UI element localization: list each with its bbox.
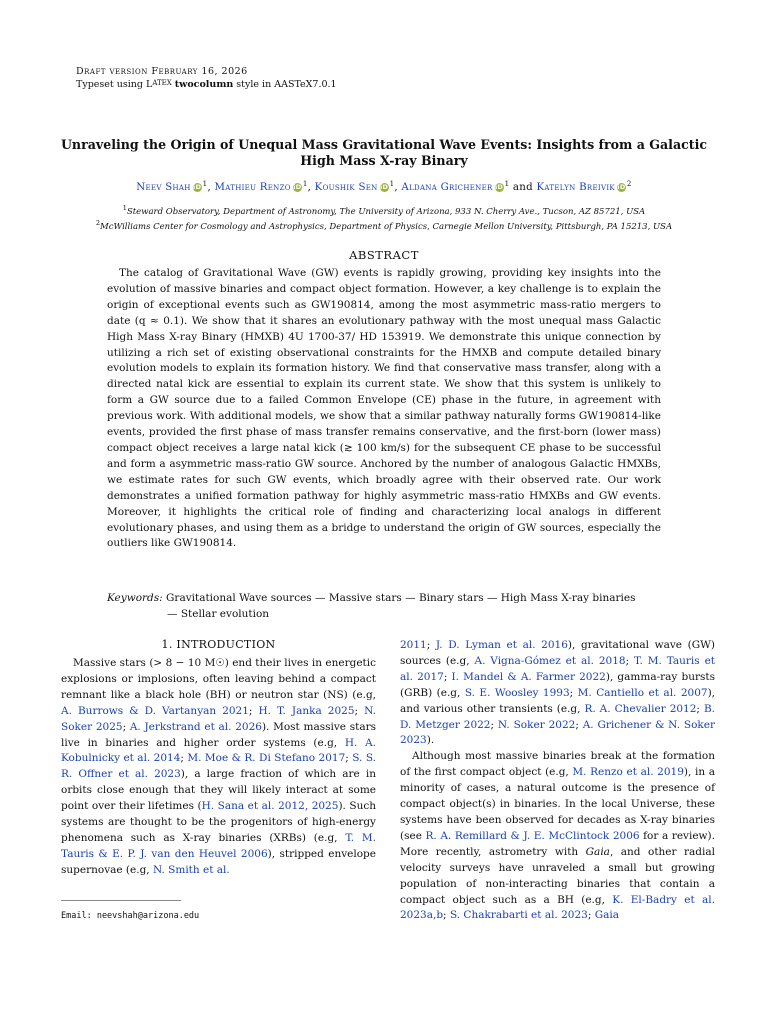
citation-link[interactable]: T. M. Tauris & E. P. J. van den Heuvel 2006 [61, 831, 376, 860]
orcid-icon[interactable]: iD [494, 183, 504, 191]
author-name[interactable]: Neev Shah [136, 182, 191, 193]
citation-link[interactable]: T. M. Tauris et al. 2017 [400, 654, 716, 683]
citation-link[interactable]: Gaia [594, 909, 620, 922]
author-affiliation-number: 1 [504, 180, 510, 188]
body-text: ), in a minority of cases, a natural outcome is the presence of compact object(s) in binaries. In the local Universe, these systems have been observed for decades as X-ray binaries (see [400, 766, 715, 842]
footnote-email: Email: neevshah@arizona.edu [61, 911, 200, 921]
affiliation-text: Steward Observatory, Department of Astronomy, The University of Arizona, 933 N. Cherry Ave., Tucson, AZ 85721, USA [126, 206, 646, 217]
citation-link[interactable]: I. Mandel & A. Farmer 2022 [451, 670, 606, 683]
author-separator: and [509, 182, 537, 193]
author-affiliation-number: 2 [626, 180, 632, 188]
italic-text: Gaia [585, 845, 610, 858]
citation-link[interactable]: A. Burrows & D. Vartanyan 2021 [61, 704, 249, 717]
citation-link[interactable]: M. Moe & R. Di Stefano 2017 [187, 752, 346, 765]
body-text: ), stripped envelope supernovae (e.g, [61, 847, 376, 876]
body-text: ; [426, 639, 436, 651]
author-affiliation-number: 1 [389, 180, 395, 188]
body-text: ; [625, 654, 635, 667]
draft-version-line: Draft version February 16, 2026 [76, 66, 248, 77]
keywords [107, 590, 667, 622]
body-text: , and other radial velocity surveys have unraveled a small but growing population of non-interacting binaries that contain a compact object such as a BH (e.g, [400, 845, 716, 906]
citation-link[interactable]: N. Smith et al. [152, 863, 230, 876]
body-text: ; [345, 752, 353, 765]
orcid-icon[interactable]: iD [379, 183, 389, 191]
body-text: ; [354, 704, 365, 717]
affiliation-2 [40, 219, 728, 232]
typeset-line [76, 79, 337, 90]
author-affiliation-number: 1 [202, 180, 208, 188]
citation-link[interactable]: R. A. Chevalier 2012 [584, 702, 697, 715]
body-text: ). [426, 734, 435, 747]
intro-paragraph-2 [400, 749, 715, 924]
right-column [400, 638, 715, 924]
citation-link[interactable]: R. A. Remillard & J. E. McClintock 2006 [425, 829, 640, 842]
intro-paragraph-1-continued [400, 638, 715, 749]
body-text: Although most massive binaries break at the formation of the first compact object (e.g, [400, 750, 715, 779]
citation-link[interactable]: M. Cantiello et al. 2007 [577, 686, 708, 699]
intro-paragraph-1 [61, 656, 376, 879]
typeset-suffix: style in AASTeX7.0.1 [233, 79, 337, 90]
left-column [61, 656, 376, 879]
author-separator: , [394, 182, 402, 193]
author-separator: , [207, 182, 215, 193]
citation-link[interactable]: A. Jerkstrand et al. 2026 [129, 720, 262, 733]
footnote-rule [61, 900, 181, 901]
author-separator: , [307, 182, 315, 193]
citation-link[interactable]: J. D. Lyman et al. 2016 [435, 639, 568, 651]
citation-link[interactable]: N. Soker 2025 [61, 704, 376, 733]
citation-link[interactable]: K. El-Badry et al. 2023a,b [400, 893, 715, 922]
author-name[interactable]: Katelyn Breivik [536, 182, 615, 193]
latex-logo: ATEX [152, 79, 172, 87]
keywords-line-1: Gravitational Wave sources — Massive stars — Binary stars — High Mass X-ray binaries [166, 592, 636, 604]
body-text: for a review). More recently, astrometry with [400, 829, 715, 858]
section-heading-introduction: 1. INTRODUCTION [161, 638, 276, 651]
typeset-bold: twocolumn [174, 79, 234, 90]
body-text: ; [490, 718, 498, 731]
author-name[interactable]: Mathieu Renzo [214, 182, 291, 193]
keywords-label: Keywords: [107, 592, 163, 604]
citation-link[interactable]: A. Grichener & N. Soker 2023 [400, 718, 715, 747]
citation-link[interactable]: H. Sana et al. 2012, 2025 [201, 800, 339, 813]
affiliation-1 [40, 204, 728, 217]
affiliation-text: McWilliams Center for Cosmology and Astrophysics, Department of Physics, Carnegie Mellon University, Pittsburgh, PA 15213, USA [100, 221, 673, 232]
citation-link[interactable]: S. S. R. Offner et al. 2023 [61, 752, 376, 781]
body-text: ; [575, 718, 583, 731]
citation-link[interactable]: B. D. Metzger 2022 [400, 702, 715, 731]
author-name[interactable]: Aldana Grichener [401, 182, 493, 193]
citation-link[interactable]: H. T. Janka 2025 [258, 704, 355, 717]
body-text: ; [443, 909, 450, 922]
body-text: ; [443, 670, 452, 683]
abstract-body: The catalog of Gravitational Wave (GW) events is rapidly growing, providing key insights into the evolution of massive binaries and compact object formation. However, a key challenge is to explain the origin of exceptional events such as GW190814, among the most asymmetric mass-ratio mergers to date (q ≈ 0.1). We show that it shares an evolutionary pathway with the most unequal mass Galactic High Mass X-ray Binary (HMXB) 4U 1700-37/ HD 153919. We demonstrate this unique connection by utilizing a rich set of existing observational constraints for the HMXB and compute detailed binary evolution models to explain its formation history. We find that conservative mass transfer, along with a directed natal kick are essential to explain its current state. We show that this system is unlikely to form a GW source due to a failed Common Envelope (CE) phase in the future, in agreement with previous work. With additional models, we show that a similar pathway naturally forms GW190814-like events, provided the first phase of mass transfer remains conservative, and the first-born (lower mass) compact object receives a large natal kick (≳ 100 km/s) for the subsequent CE phase to be successful and form a asymmetric mass-ratio GW source. Anchored by the number of analogous Galactic HMXBs, we estimate rates for such GW events, which broadly agree with their observed rate. Our work demonstrates a unified formation pathway for highly asymmetric mass-ratio HMXBs and GW events. Moreover, it highlights the critical role of finding and characterizing local analogs in different evolutionary phases, and using them as a bridge to understand the origin of GW sources, especially the outliers like GW190814. [107, 267, 661, 550]
body-text: ), gravitational wave (GW) sources (e.g, [400, 639, 715, 667]
citation-link[interactable]: 2011 [400, 639, 427, 651]
body-text: ), gamma-ray bursts (GRB) (e.g, [400, 670, 715, 699]
abstract-heading: ABSTRACT [349, 248, 419, 262]
body-text: ; [122, 720, 130, 733]
orcid-icon[interactable]: iD [293, 183, 302, 191]
body-text: ; [696, 702, 704, 715]
body-text: ). Such systems are thought to be the progenitors of high-energy phenomena such as X-ray binaries (XRBs) (e.g, [61, 800, 377, 844]
typeset-prefix: Typeset using L [76, 79, 153, 90]
citation-link[interactable]: S. E. Woosley 1993 [464, 686, 570, 699]
body-text: ; [569, 686, 578, 699]
citation-link[interactable]: N. Soker 2022 [497, 718, 576, 731]
body-text: ; [248, 704, 259, 717]
keywords-line-2: — Stellar evolution [167, 608, 270, 620]
author-affiliation-number: 1 [302, 180, 308, 188]
orcid-icon[interactable]: iD [193, 183, 202, 191]
author-list [40, 180, 728, 193]
citation-link[interactable]: H. A. Kobulnicky et al. 2014 [61, 736, 376, 765]
citation-link[interactable]: A. Vigna-Gómez et al. 2018 [474, 654, 626, 667]
paper-title: Unraveling the Origin of Unequal Mass Gravitational Wave Events: Insights from a Galactic High Mass X-ray Binary [60, 137, 708, 168]
affiliation-number: 2 [95, 219, 101, 227]
body-text: ), and various other transients (e.g, [400, 686, 715, 715]
orcid-icon[interactable]: iD [617, 183, 626, 191]
citation-link[interactable]: M. Renzo et al. 2019 [572, 766, 684, 779]
citation-link[interactable]: S. Chakrabarti et al. 2023 [449, 909, 588, 922]
body-text: ; [587, 909, 595, 922]
author-name[interactable]: Koushik Sen [314, 182, 378, 193]
affiliation-number: 1 [122, 204, 127, 212]
body-text: ; [180, 752, 188, 765]
body-text: Massive stars (> 8 − 10 M☉) end their lives in energetic explosions or implosions, often leaving behind a compact remnant like a black hole (BH) or neutron star (NS) (e.g, [61, 657, 376, 701]
body-text: ). Most massive stars live in binaries and higher order systems (e.g, [61, 720, 376, 749]
body-text: ), a large fraction of which are in orbits close enough that they will likely interact at some point over their lifetimes ( [61, 768, 376, 813]
